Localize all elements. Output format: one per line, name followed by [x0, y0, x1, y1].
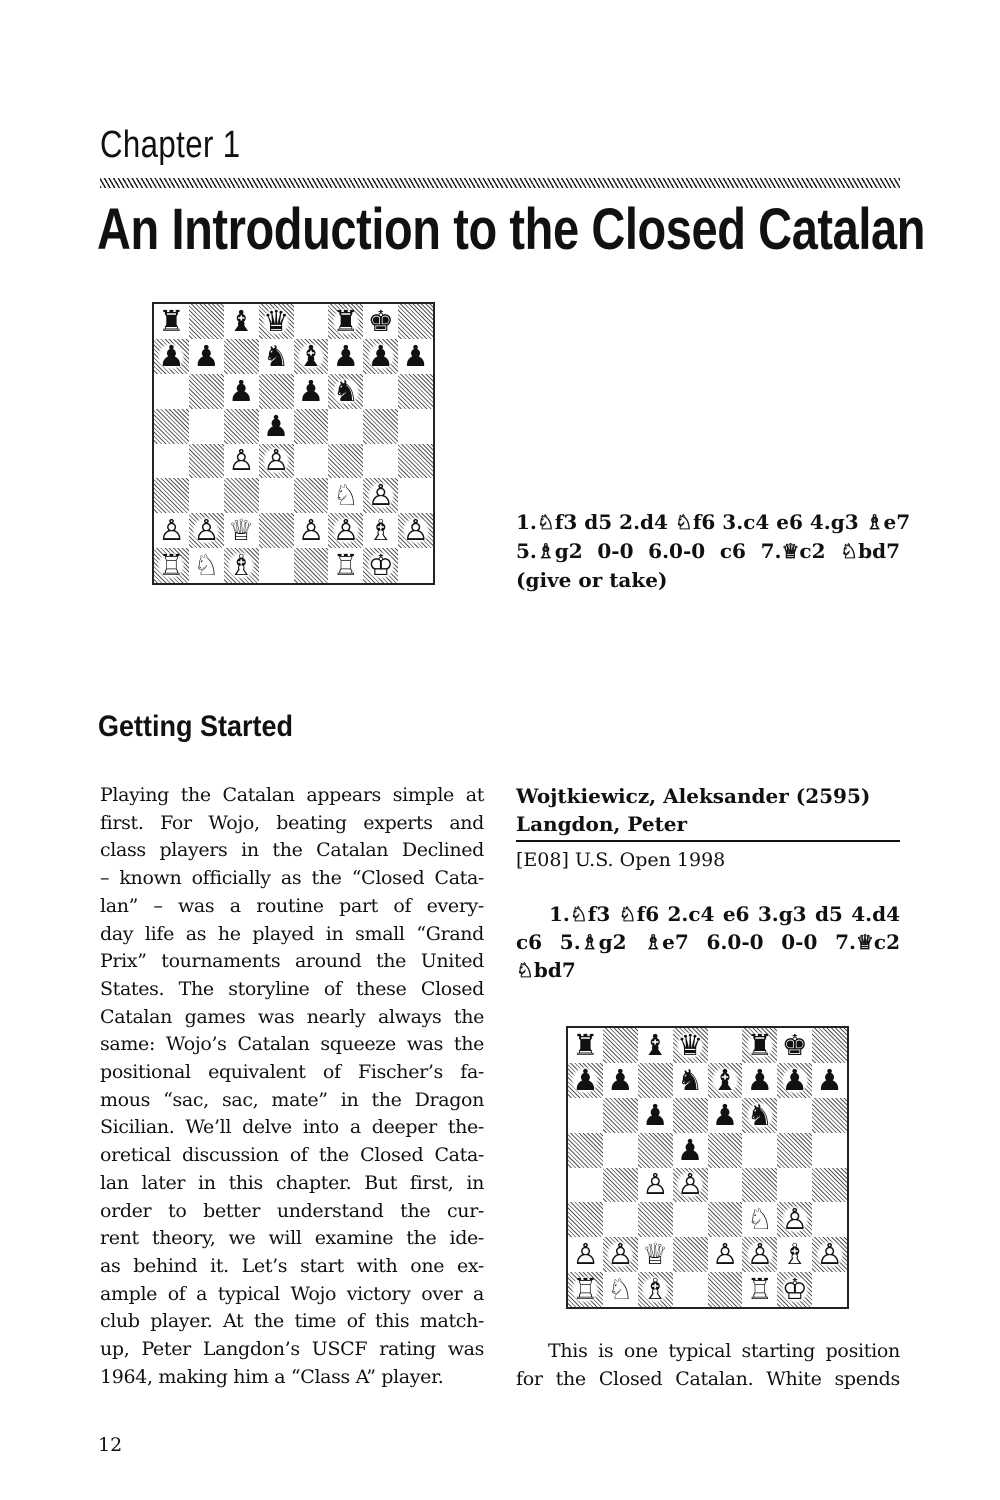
board-square [568, 1168, 603, 1203]
board-square [154, 409, 189, 444]
board-square [363, 409, 398, 444]
chess-diagram-1 [152, 302, 435, 585]
body-text-line: lan” – was a routine part of every- [100, 894, 484, 917]
board-square [812, 1063, 847, 1098]
board-square [777, 1237, 812, 1272]
intro-moves-line: 5.♗g2 0-0 6.0-0 c6 7.♕c2 ♘bd7 [516, 539, 900, 563]
board-square [673, 1098, 708, 1133]
board-square [189, 513, 224, 548]
chess-piece: ♙ [297, 513, 324, 548]
chess-piece: ♛ [263, 304, 290, 338]
body-text-line: oretical discussion of the Closed Cata- [100, 1144, 484, 1167]
chess-piece: ♛ [677, 1028, 704, 1062]
board-square [708, 1272, 743, 1307]
chess-piece: ♙ [677, 1167, 704, 1202]
game-moves-line: c6 5.♗g2 ♗e7 6.0-0 0-0 7.♕c2 [516, 930, 900, 954]
board-square [154, 478, 189, 513]
board-square [812, 1202, 847, 1237]
board-square [398, 374, 433, 409]
board-square [673, 1168, 708, 1203]
board-square [294, 374, 329, 409]
board-square [154, 304, 189, 339]
board-square [363, 548, 398, 583]
board-square [259, 304, 294, 339]
body-text-line: Catalan games was nearly always the [100, 1005, 484, 1028]
board-square [259, 478, 294, 513]
board-square [812, 1237, 847, 1272]
board-square [673, 1237, 708, 1272]
chess-piece: ♟ [711, 1097, 738, 1132]
chess-piece: ♖ [572, 1272, 599, 1307]
chess-piece: ♟ [228, 373, 255, 408]
game-moves [516, 900, 900, 984]
body-text-line: ample of a typical Wojo victory over a [100, 1282, 484, 1305]
board-square [224, 478, 259, 513]
board-square [363, 444, 398, 479]
body-text-line: class players in the Catalan Declined [100, 839, 484, 862]
board-square [154, 374, 189, 409]
board-square [363, 304, 398, 339]
body-text-line: positional equivalent of Fischer’s fa- [100, 1061, 484, 1084]
intro-moves [516, 508, 911, 595]
chess-piece: ♔ [367, 548, 394, 583]
board-square [189, 478, 224, 513]
chess-piece: ♟ [642, 1097, 669, 1132]
diagram-caption [516, 1337, 900, 1393]
board-square [363, 513, 398, 548]
board-square [259, 444, 294, 479]
board-square [189, 548, 224, 583]
chess-piece: ♟ [263, 408, 290, 443]
board-square [708, 1028, 743, 1063]
board-square [568, 1063, 603, 1098]
board-square [673, 1133, 708, 1168]
body-text-line: day life as he played in small “Grand [100, 922, 484, 945]
board-square [568, 1272, 603, 1307]
board-square [328, 548, 363, 583]
chess-piece: ♙ [746, 1237, 773, 1272]
board-square [224, 548, 259, 583]
chess-piece: ♙ [781, 1202, 808, 1237]
chess-piece: ♙ [332, 513, 359, 548]
board-square [638, 1202, 673, 1237]
white-player: Wojtkiewicz, Aleksander (2595) [516, 784, 871, 808]
body-text-line: order to better understand the cur- [100, 1199, 484, 1222]
board-square [638, 1168, 673, 1203]
board-square [224, 304, 259, 339]
board-square [603, 1028, 638, 1063]
game-moves-line: 1.♘f3 ♘f6 2.c4 e6 3.g3 d5 4.d4 [549, 902, 900, 926]
board-square [812, 1098, 847, 1133]
board-square [568, 1202, 603, 1237]
body-text-line: States. The storyline of these Closed [100, 977, 484, 1000]
board-square [742, 1028, 777, 1063]
board-square [398, 409, 433, 444]
chess-piece: ♖ [332, 548, 359, 583]
board-square [189, 409, 224, 444]
board-square [812, 1168, 847, 1203]
board-square [638, 1063, 673, 1098]
chess-piece: ♟ [367, 338, 394, 373]
board-square [673, 1028, 708, 1063]
chess-piece: ♟ [332, 338, 359, 373]
board-square [224, 339, 259, 374]
chapter-title: An Introduction to the Closed Catalan [97, 197, 926, 262]
board-square [328, 374, 363, 409]
board-square [259, 374, 294, 409]
board-square [812, 1028, 847, 1063]
game-event: [E08] U.S. Open 1998 [516, 849, 726, 871]
game-header-rule [516, 840, 900, 842]
board-square [294, 513, 329, 548]
chess-piece: ♞ [746, 1097, 773, 1132]
board-square [777, 1133, 812, 1168]
board-square [742, 1272, 777, 1307]
board-square [568, 1237, 603, 1272]
board-square [398, 304, 433, 339]
board-square [189, 304, 224, 339]
chess-piece: ♝ [711, 1062, 738, 1097]
board-square [328, 339, 363, 374]
board-square [294, 444, 329, 479]
caption-line: This is one typical starting position [548, 1340, 900, 1362]
chess-piece: ♗ [642, 1272, 669, 1307]
chess-piece: ♘ [332, 478, 359, 513]
board-square [328, 478, 363, 513]
chess-piece: ♘ [193, 548, 220, 583]
chess-piece: ♙ [607, 1237, 634, 1272]
chess-piece: ♘ [746, 1202, 773, 1237]
board-square [259, 513, 294, 548]
board-square [742, 1133, 777, 1168]
board-square [398, 548, 433, 583]
chess-piece: ♗ [781, 1237, 808, 1272]
board-square [398, 339, 433, 374]
board-square [363, 339, 398, 374]
chess-piece: ♚ [781, 1028, 808, 1062]
board-square [708, 1168, 743, 1203]
board-square [328, 304, 363, 339]
chess-piece: ♝ [297, 338, 324, 373]
board-square [777, 1098, 812, 1133]
game-moves-line: ♘bd7 [516, 958, 576, 982]
chess-piece: ♞ [263, 338, 290, 373]
chess-piece: ♞ [332, 373, 359, 408]
board-square [708, 1202, 743, 1237]
board-square [189, 374, 224, 409]
chess-piece: ♙ [193, 513, 220, 548]
chess-piece: ♙ [816, 1237, 843, 1272]
chess-piece: ♜ [746, 1028, 773, 1062]
body-text-line: up, Peter Langdon’s USCF rating was [100, 1338, 484, 1361]
board-square [812, 1272, 847, 1307]
chess-piece: ♚ [367, 304, 394, 338]
body-text-line: same: Wojo’s Catalan squeeze was the [100, 1033, 484, 1056]
board-square [603, 1202, 638, 1237]
board-square [259, 339, 294, 374]
board-square [742, 1063, 777, 1098]
board-square [638, 1272, 673, 1307]
chess-piece: ♙ [263, 443, 290, 478]
board-square [673, 1272, 708, 1307]
body-text-line: club player. At the time of this match- [100, 1310, 484, 1333]
board-square [398, 478, 433, 513]
body-text-line: as behind it. Let’s start with one ex- [100, 1254, 484, 1277]
board-square [328, 444, 363, 479]
intro-moves-line: 1.♘f3 d5 2.d4 ♘f6 3.c4 e6 4.g3 ♗e7 [516, 510, 911, 534]
board-square [398, 444, 433, 479]
chess-piece: ♗ [367, 513, 394, 548]
board-square [708, 1063, 743, 1098]
board-square [638, 1028, 673, 1063]
board-square [742, 1168, 777, 1203]
game-header [516, 782, 900, 838]
board-square [638, 1237, 673, 1272]
board-square [777, 1028, 812, 1063]
chess-piece: ♙ [158, 513, 185, 548]
board-square [259, 409, 294, 444]
board-square [154, 444, 189, 479]
board-square [673, 1063, 708, 1098]
chess-piece: ♖ [158, 548, 185, 583]
body-text-line: – known officially as the “Closed Cata- [100, 867, 484, 890]
page-number: 12 [98, 1434, 123, 1456]
chess-piece: ♕ [642, 1237, 669, 1272]
chess-piece: ♟ [816, 1062, 843, 1097]
board-square [294, 339, 329, 374]
chapter-label: Chapter 1 [100, 124, 241, 166]
body-text-line: rent theory, we will examine the ide- [100, 1227, 484, 1250]
chess-piece: ♟ [297, 373, 324, 408]
board-square [568, 1098, 603, 1133]
chess-piece: ♙ [642, 1167, 669, 1202]
chess-piece: ♙ [402, 513, 429, 548]
black-player: Langdon, Peter [516, 812, 688, 836]
body-text [100, 782, 484, 1391]
board-square [777, 1063, 812, 1098]
board-square [363, 374, 398, 409]
chess-piece: ♟ [746, 1062, 773, 1097]
chess-piece: ♙ [228, 443, 255, 478]
board-square [224, 409, 259, 444]
hatched-divider [100, 178, 900, 188]
chess-piece: ♜ [332, 304, 359, 338]
board-square [154, 513, 189, 548]
board-square [189, 339, 224, 374]
chess-piece: ♞ [677, 1062, 704, 1097]
chess-piece: ♜ [572, 1028, 599, 1062]
board-square [568, 1133, 603, 1168]
board-square [708, 1237, 743, 1272]
board-square [638, 1098, 673, 1133]
board-square [224, 444, 259, 479]
board-square [603, 1237, 638, 1272]
chess-diagram-2 [566, 1026, 849, 1309]
body-text-line: 1964, making him a “Class A” player. [100, 1365, 444, 1388]
board-square [363, 478, 398, 513]
intro-moves-line: (give or take) [516, 568, 668, 592]
board-square [259, 548, 294, 583]
board-square [568, 1028, 603, 1063]
board-square [708, 1098, 743, 1133]
board-square [742, 1098, 777, 1133]
board-square [224, 513, 259, 548]
chess-piece: ♟ [158, 338, 185, 373]
chess-piece: ♟ [572, 1062, 599, 1097]
chess-piece: ♟ [781, 1062, 808, 1097]
board-square [294, 409, 329, 444]
board-square [294, 478, 329, 513]
section-heading: Getting Started [98, 710, 294, 743]
board-square [742, 1237, 777, 1272]
chess-piece: ♗ [228, 548, 255, 583]
board-square [603, 1098, 638, 1133]
board-square [603, 1063, 638, 1098]
board-square [603, 1272, 638, 1307]
chess-piece: ♟ [193, 338, 220, 373]
chess-piece: ♖ [746, 1272, 773, 1307]
board-square [224, 374, 259, 409]
chess-piece: ♝ [228, 304, 255, 338]
chess-piece: ♙ [367, 478, 394, 513]
caption-line: for the Closed Catalan. White spends [516, 1368, 900, 1390]
chess-piece: ♟ [607, 1062, 634, 1097]
body-text-line: Sicilian. We’ll delve into a deeper the- [100, 1116, 484, 1139]
body-text-line: Prix” tournaments around the United [100, 950, 484, 973]
board-square [603, 1133, 638, 1168]
board-square [328, 409, 363, 444]
chess-piece: ♝ [642, 1028, 669, 1062]
board-square [742, 1202, 777, 1237]
chess-piece: ♙ [711, 1237, 738, 1272]
chess-piece: ♘ [607, 1272, 634, 1307]
board-square [812, 1133, 847, 1168]
board-square [294, 548, 329, 583]
chess-piece: ♕ [228, 513, 255, 548]
board-square [189, 444, 224, 479]
board-square [777, 1202, 812, 1237]
board-square [154, 548, 189, 583]
board-square [708, 1133, 743, 1168]
body-text-line: Playing the Catalan appears simple at [100, 784, 484, 806]
board-square [603, 1168, 638, 1203]
board-square [328, 513, 363, 548]
board-square [777, 1168, 812, 1203]
board-square [154, 339, 189, 374]
board-square [294, 304, 329, 339]
body-text-line: mous “sac, sac, mate” in the Dragon [100, 1088, 484, 1111]
board-square [398, 513, 433, 548]
chess-piece: ♟ [677, 1132, 704, 1167]
chess-piece: ♟ [402, 338, 429, 373]
chess-piece: ♙ [572, 1237, 599, 1272]
chess-piece: ♜ [158, 304, 185, 338]
body-text-line: first. For Wojo, beating experts and [100, 811, 484, 834]
board-square [673, 1202, 708, 1237]
body-text-line: lan later in this chapter. But first, in [100, 1171, 484, 1194]
chess-piece: ♔ [781, 1272, 808, 1307]
board-square [638, 1133, 673, 1168]
board-square [777, 1272, 812, 1307]
